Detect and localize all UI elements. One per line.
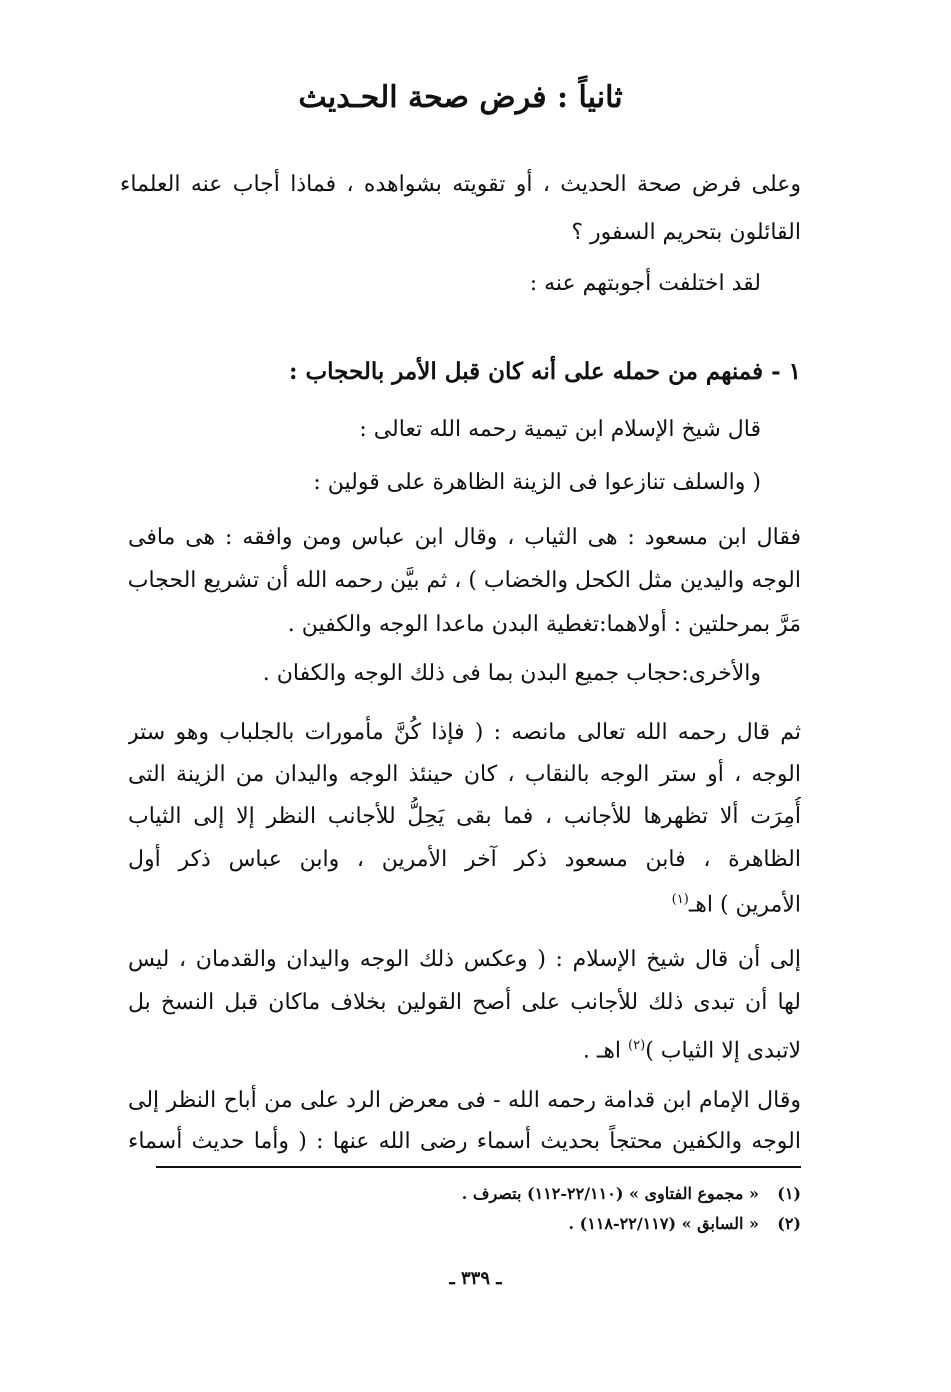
footnote	[462, 1182, 801, 1206]
text-line: إلى أن قال شيخ الإسلام : ( وعكس ذلك الوجه واليدان والقدمان ، ليس	[128, 947, 801, 972]
text-line: لقد اختلفت أجوبتهم عنه :	[529, 271, 761, 296]
text-line: وقال الإمام ابن قدامة رحمه الله - فى معرض الرد على من أباح النظر إلى	[128, 1088, 801, 1113]
text-line: والأخرى:حجاب جميع البدن بما فى ذلك الوجه والكفان .	[262, 661, 761, 686]
text-line: الوجه ، أو ستر الوجه بالنقاب ، كان حينئذ الوجه واليدان من الزينة التى	[128, 762, 801, 787]
text-line: لها أن تبدى ذلك للأجانب على أصح القولين بخلاف ماكان قبل النسخ بل	[128, 990, 801, 1015]
footnote-text: « السابق » (٢٢/١١٧-١١٨) .	[568, 1214, 759, 1233]
text-line: فقال ابن مسعود : هى الثياب ، وقال ابن عباس ومن وافقه : هى مافى	[128, 525, 801, 550]
text-line: مَرَّ بمرحلتين : أولاهما:تغطية البدن ماعدا الوجه والكفين .	[287, 612, 801, 637]
text-line	[120, 1026, 801, 1071]
text-line: القائلون بتحريم السفور ؟	[571, 220, 801, 245]
text-line: ثم قال رحمه الله تعالى مانصه : ( فإذا كُنَّ مأمورات بالجلباب وهو ستر	[128, 720, 801, 745]
text-line: الوجه واليدين مثل الكحل والخضاب ) ، ثم بيَّن رحمه الله أن تشريع الحجاب	[128, 568, 801, 593]
footnote	[569, 1212, 802, 1236]
footnote-ref: (٢)	[628, 1038, 646, 1053]
text-segment: لاتبدى إلا الثياب )	[645, 1038, 801, 1064]
text-line: ( والسلف تنازعوا فى الزينة الظاهرة على قولين :	[313, 470, 761, 495]
text-segment: اهـ .	[582, 1038, 622, 1064]
page-number: ـ ٣٣٩ ـ	[449, 1268, 502, 1289]
footnote-divider	[156, 1166, 801, 1168]
text-line: قال شيخ الإسلام ابن تيمية رحمه الله تعالى :	[359, 417, 761, 442]
text-line: الوجه والكفين محتجاً بحديث أسماء رضى الله عنها : ( وأما حديث أسماء	[128, 1129, 801, 1154]
section-title: ثانياً : فرض صحة الحـديث	[298, 80, 623, 115]
text-line: أُمِرَت ألا تظهرها للأجانب ، فما بقى يَحِلُّ للأجانب النظر إلا إلى الثياب	[128, 804, 801, 829]
footnote-number: (٢)	[777, 1214, 801, 1233]
text-line: وعلى فرض صحة الحديث ، أو تقويته بشواهده ، فماذا أجاب عنه العلماء	[120, 172, 801, 197]
footnote-ref: (١)	[671, 892, 689, 907]
text-line	[120, 880, 801, 925]
footnote-number: (١)	[777, 1184, 801, 1203]
text-segment: الأمرين ) اهـ	[688, 892, 801, 918]
numbered-heading: ١ - فمنهم من حمله على أنه كان قبل الأمر بالحجاب :	[288, 358, 801, 385]
footnote-text: « مجموع الفتاوى » (٢٢/١١٠-١١٢) بتصرف .	[461, 1184, 759, 1203]
text-line: الظاهرة ، فابن مسعود ذكر آخر الأمرين ، وابن عباس ذكر أول	[128, 847, 801, 872]
